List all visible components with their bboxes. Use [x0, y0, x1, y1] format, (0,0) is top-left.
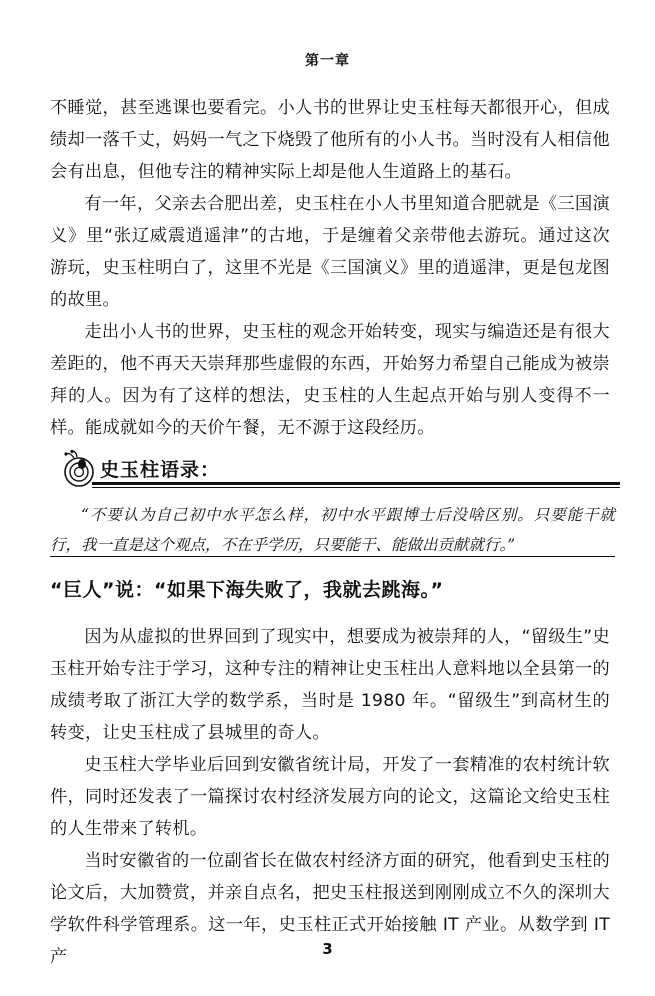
page-number: 3: [322, 940, 333, 958]
snail-icon: [52, 450, 102, 500]
divider: [50, 556, 615, 557]
paragraph: 走出小人书的世界，史玉柱的观念开始转变，现实与编造还是有很大差距的，他不再天天崇拜那些虚假的东西，开始努力希望自己能成为被崇拜的人。因为有了这样的想法，史玉柱的人生起点开始与别人变得不一样。能成就如今的天价午餐，无不源于这段经历。: [50, 322, 610, 438]
divider: [92, 487, 620, 488]
paragraph: 有一年，父亲去合肥出差，史玉柱在小人书里知道合肥就是《三国演义》里“张辽威震逍遥津”的古地，于是缠着父亲带他去游玩。通过这次游玩，史玉柱明白了，这里不光是《三国演义》里的逍遥津，更是包龙图的故里。: [50, 194, 610, 310]
paragraph: 当时安徽省的一位副省长在做农村经济方面的研究，他看到史玉柱的论文后，大加赞赏，并亲自点名，把史玉柱报送到刚刚成立不久的深圳大学软件科学管理系。这一年，史玉柱正式开始接触 IT 产业。从数学到 IT 产: [50, 851, 610, 967]
paragraph: 因为从虚拟的世界回到了现实中，想要成为被崇拜的人，“留级生”史玉柱开始专注于学习，这种专注的精神让史玉柱出人意料地以全县第一的成绩考取了浙江大学的数学系，当时是 1980 年。“留级生”到高材生的转变，让史玉柱成了县城里的奇人。: [50, 627, 610, 743]
quote-text: “不要认为自己初中水平怎么样，初中水平跟博士后没啥区别。只要能干就行，我一直是这个观点，不在乎学历，只要能干、能做出贡献就行。”: [50, 506, 615, 554]
quote-header: [52, 450, 612, 500]
paragraph: 史玉柱大学毕业后回到安徽省统计局，开发了一套精准的农村统计软件，同时还发表了一篇探讨农村经济发展方向的论文，这篇论文给史玉柱的人生带来了转机。: [50, 755, 610, 839]
section-title: “巨人”说：“如果下海失败了，我就去跳海。”: [50, 579, 444, 601]
chapter-header: 第一章: [305, 53, 350, 69]
quote-title: 史玉柱语录：: [100, 459, 221, 481]
bottom-text-block: [50, 621, 610, 973]
divider: [92, 482, 620, 485]
top-text-block: [50, 92, 610, 444]
paragraph: 不睡觉，甚至逃课也要看完。小人书的世界让史玉柱每天都很开心，但成绩却一落千丈，妈妈一气之下烧毁了他所有的小人书。当时没有人相信他会有出息，但他专注的精神实际上却是他人生道路上的基石。: [50, 98, 610, 182]
